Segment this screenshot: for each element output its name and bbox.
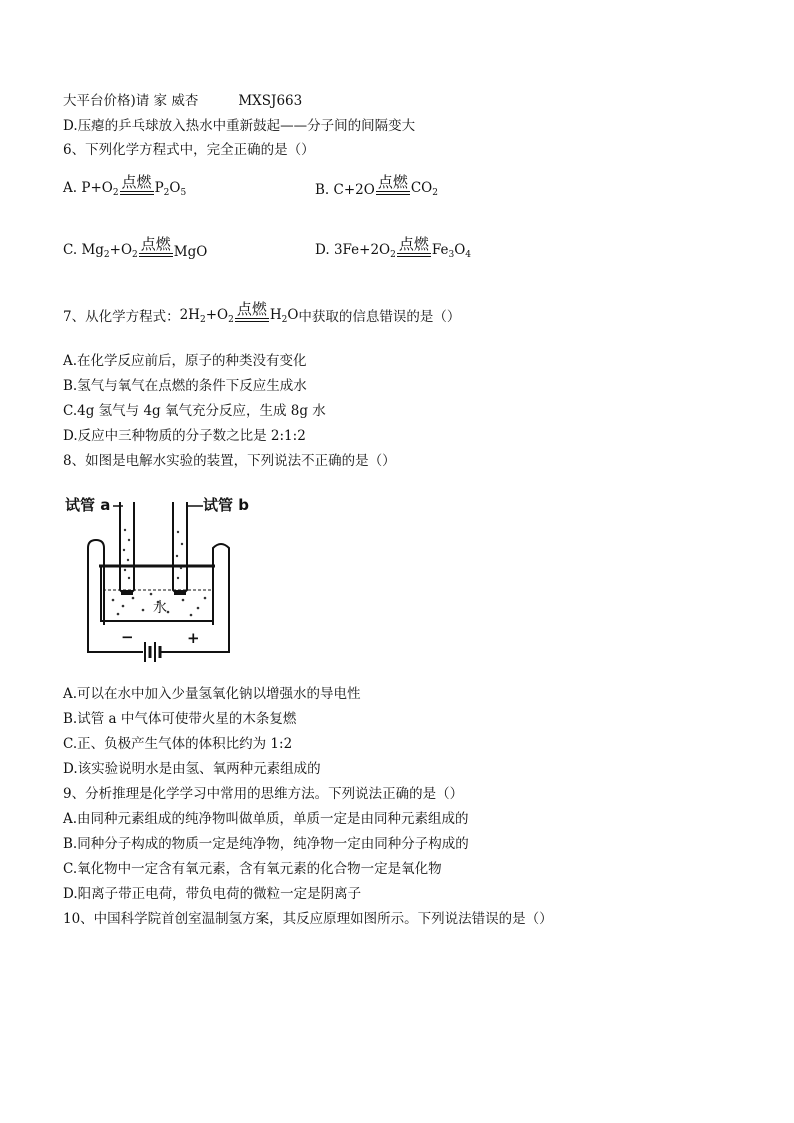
water-label: 水 [153, 600, 167, 616]
reaction-arrow: 点燃 [235, 315, 269, 325]
q10-stem: 10、中国科学院首创室温制氢方案，其反应原理如图所示。下列说法错误的是（） [63, 911, 553, 927]
q5-option-d: D.压瘪的乒乓球放入热水中重新鼓起——分子间的间隔变大 [63, 118, 416, 134]
electrolysis-apparatus-figure [63, 490, 258, 675]
tube-a-label: 试管 a [65, 496, 111, 514]
reaction-arrow: 点燃 [397, 250, 431, 260]
q6-option-d[interactable]: D. $3Fe+2O_2$ 点燃 $Fe_3O_4$ [315, 235, 472, 260]
q6-stem: 6、下列化学方程式中，完全正确的是（） [63, 142, 315, 158]
header-line [63, 92, 302, 110]
negative-terminal-label: − [121, 628, 134, 646]
q7-option-c[interactable]: C.4g 氢气与 4g 氧气充分反应，生成 8g 水 [63, 403, 326, 419]
q8-stem: 8、如图是电解水实验的装置，下列说法不正确的是（） [63, 453, 396, 469]
q7-stem: 7、从化学方程式：$2H_2+O_2$ 点燃 $H_2O$中获取的信息错误的是（） [63, 300, 461, 325]
q7-option-b[interactable]: B.氢气与氧气在点燃的条件下反应生成水 [63, 378, 307, 394]
q9-option-d[interactable]: D.阳离子带正电荷，带负电荷的微粒一定是阴离子 [63, 886, 362, 902]
tube-b-label: 试管 b [203, 496, 249, 514]
q8-option-c[interactable]: C.正、负极产生气体的体积比约为 1:2 [63, 736, 293, 752]
q9-stem: 9、分析推理是化学学习中常用的思维方法。下列说法正确的是（） [63, 786, 464, 802]
q8-option-b[interactable]: B.试管 a 中气体可使带火星的木条复燃 [63, 711, 297, 727]
q9-option-a[interactable]: A.由同种元素组成的纯净物叫做单质，单质一定是由同种元素组成的 [63, 811, 469, 827]
positive-terminal-label: + [187, 629, 200, 647]
reaction-arrow: 点燃 [139, 250, 173, 260]
q8-option-a[interactable]: A.可以在水中加入少量氢氧化钠以增强水的导电性 [63, 686, 361, 702]
q7-option-d[interactable]: D.反应中三种物质的分子数之比是 2:1:2 [63, 428, 306, 444]
q8-option-d[interactable]: D.该实验说明水是由氢、氧两种元素组成的 [63, 761, 321, 777]
q6-option-a[interactable]: A. $P+O_2$ 点燃 $P_2O_5$ [63, 173, 187, 198]
header-text: 大平台价格)请 家 威杏 [63, 93, 199, 109]
q6-option-b[interactable]: B. C+2O 点燃 $CO_2$ [315, 173, 438, 198]
q6-option-c[interactable]: C. $Mg_2+O_2$ 点燃 MgO [63, 235, 208, 260]
q9-option-c[interactable]: C.氧化物中一定含有氧元素，含有氧元素的化合物一定是氧化物 [63, 861, 442, 877]
reaction-arrow: 点燃 [376, 188, 410, 198]
reaction-arrow: 点燃 [120, 188, 154, 198]
header-code: MXSJ663 [238, 93, 303, 109]
q7-option-a[interactable]: A.在化学反应前后，原子的种类没有变化 [63, 353, 307, 369]
q9-option-b[interactable]: B.同种分子构成的物质一定是纯净物，纯净物一定由同种分子构成的 [63, 836, 469, 852]
